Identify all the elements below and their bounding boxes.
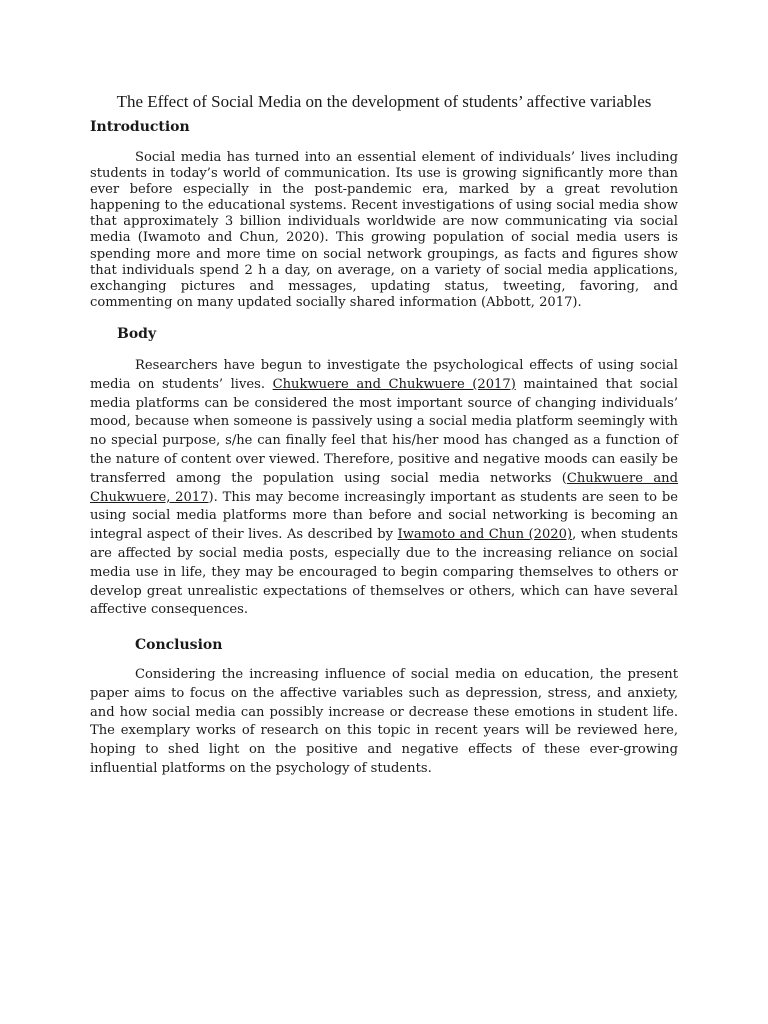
conclusion-text: Considering the increasing influence of social media on education, the present paper aims to focus on the affective variables such as depression, stress, and anxiety, and how social media can possibly increase or decrease these emotions in student life. The exemplary works of research on this topic in recent years will be reviewed here, hoping to shed light on the positive and negative effects of these ever-growing influential platforms on the psychology of students. <box>90 667 678 777</box>
citation-link-chukwuere-2017[interactable]: Chukwuere and Chukwuere (2017) <box>272 376 516 392</box>
body-paragraph <box>90 357 678 620</box>
body-heading: Body <box>117 325 157 342</box>
body-text-1: Researchers have begun to investigate the psychological effects of using social media on students’ lives. <box>90 357 678 392</box>
document-page <box>90 92 678 779</box>
citation-link-iwamoto-chun-2020[interactable]: Iwamoto and Chun (2020) <box>397 527 573 543</box>
conclusion-paragraph <box>90 666 678 779</box>
introduction-paragraph <box>90 150 678 311</box>
body-text-2: maintained that social media platforms can be considered the most important source of changing individuals’ mood, because when someone is passively using a social media platform seemingly with no special purpose, s/he can finally feel that his/her mood has changed as a function of the nature of content over viewed. Therefore, positive and negative moods can easily be transferred among the population using social media networks ( <box>90 376 678 486</box>
introduction-heading: Introduction <box>90 119 190 135</box>
citation-link-chukwuere-2017-parenthetical[interactable]: Chukwuere and Chukwuere, 2017 <box>90 470 678 505</box>
document-title: The Effect of Social Media on the development of students’ affective variables <box>116 92 652 111</box>
conclusion-heading: Conclusion <box>135 637 223 654</box>
introduction-text: Social media has turned into an essential element of individuals’ lives including students in today’s world of communication. Its use is growing significantly more than ever before especially in the post-pandemic era, marked by a great revolution happening to the educational systems. Recent investigations of using social media show that approximately 3 billion individuals worldwide are now communicating via social media (Iwamoto and Chun, 2020). This growing population of social media users is spending more and more time on social network groupings, as facts and figures show that individuals spend 2 h a day, on average, on a variety of social media applications, exchanging pictures and messages, updating status, tweeting, favoring, and commenting on many updated socially shared information (Abbott, 2017). <box>90 150 678 310</box>
body-text-4: , when students are affected by social media posts, especially due to the increasing reliance on social media use in life, they may be encouraged to begin comparing themselves to others or develop great unrealistic expectations of themselves or others, which can have several affective consequences. <box>90 527 678 618</box>
body-text-3: ). This may become increasingly important as students are seen to be using social media platforms more than before and social networking is becoming an integral aspect of their lives. As described by <box>90 489 678 543</box>
